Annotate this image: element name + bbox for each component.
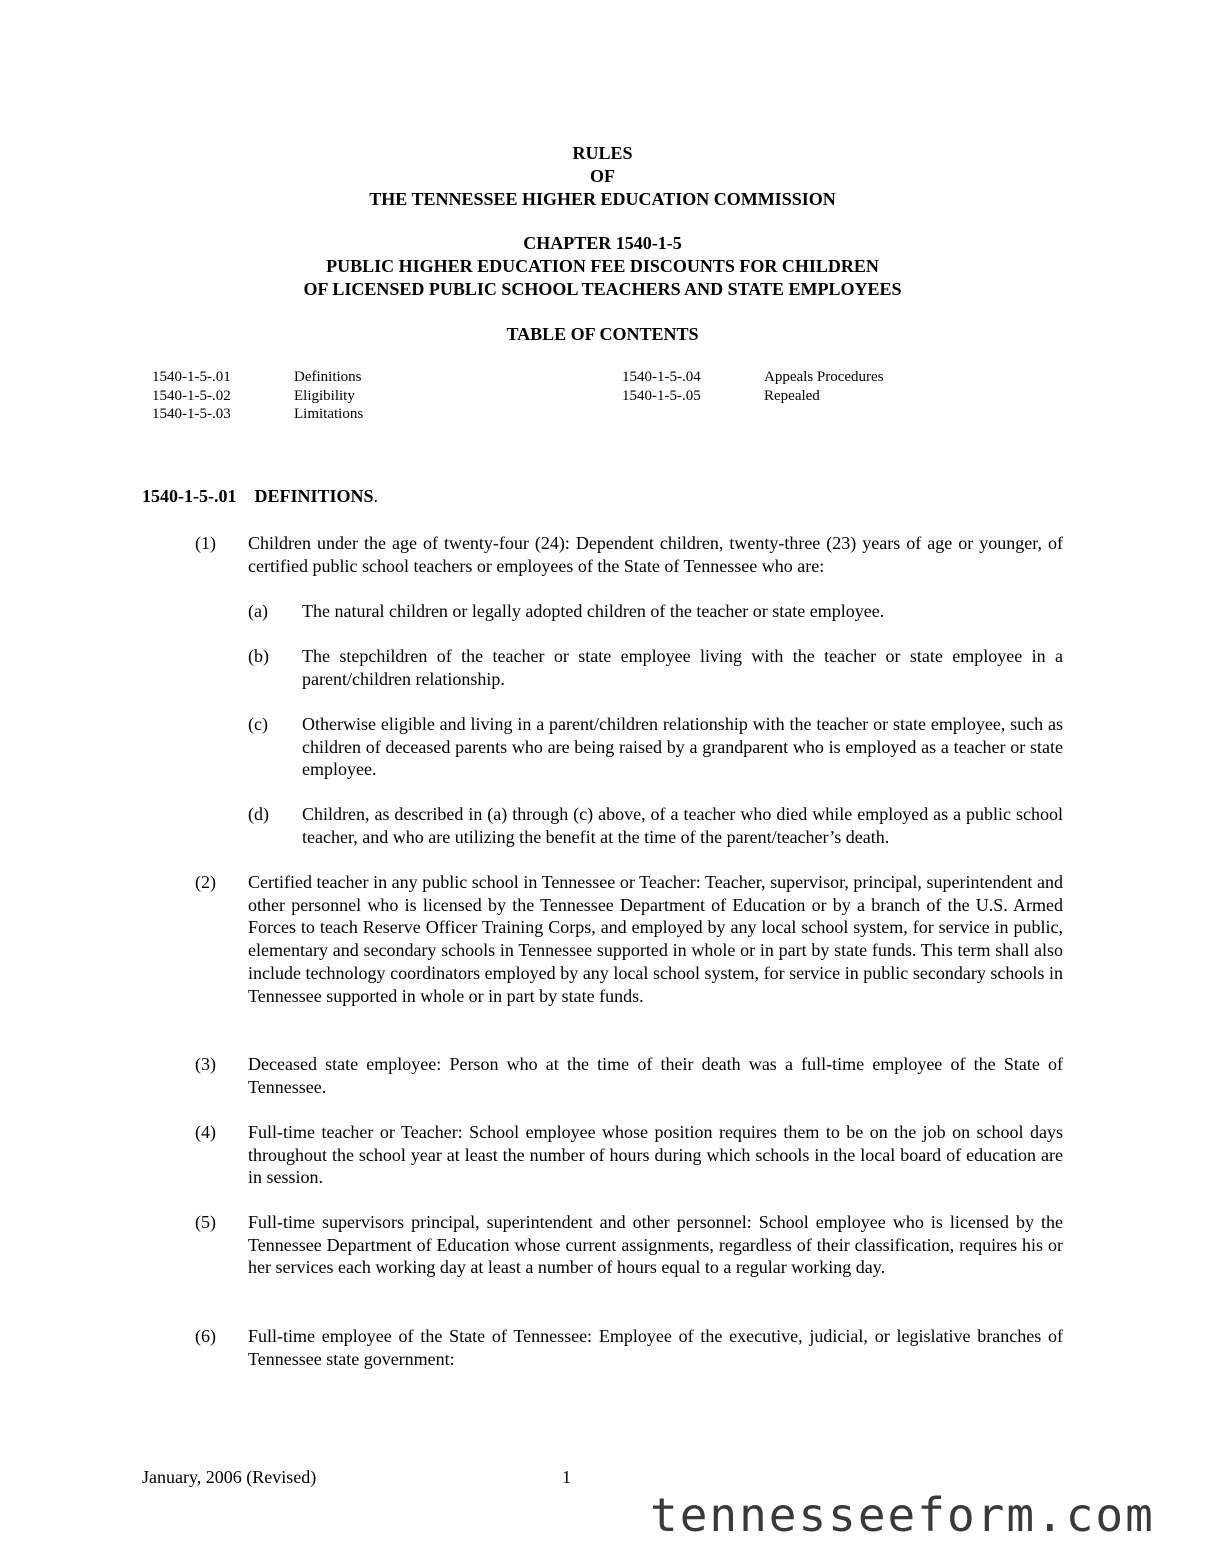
item-label: (a) bbox=[248, 601, 268, 621]
definition-item bbox=[195, 532, 1063, 577]
item-label: (d) bbox=[248, 804, 269, 824]
toc-row bbox=[152, 405, 363, 424]
section-heading bbox=[142, 486, 378, 507]
item-text: The stepchildren of the teacher or state employee living with the teacher or state employee in a parent/children relationship. bbox=[302, 646, 1063, 689]
toc-row bbox=[152, 368, 363, 387]
section-title: DEFINITIONS bbox=[254, 486, 374, 506]
toc-title: TABLE OF CONTENTS bbox=[506, 324, 699, 344]
footer-date: January, 2006 (Revised) bbox=[142, 1467, 317, 1487]
item-text: The natural children or legally adopted children of the teacher or state employee. bbox=[302, 601, 885, 621]
definition-subitem bbox=[248, 803, 1063, 848]
toc-label: Appeals Procedures bbox=[764, 369, 884, 385]
toc-num: 1540-1-5-.02 bbox=[152, 387, 231, 404]
item-label: (2) bbox=[195, 872, 216, 892]
item-text: Children under the age of twenty-four (24): Dependent children, twenty-three (23) years of age or younger, of certified public school teachers or employees of the State of Tennessee who are: bbox=[248, 533, 1063, 576]
item-label: (b) bbox=[248, 646, 269, 666]
chapter-header bbox=[0, 232, 1205, 301]
toc-label: Repealed bbox=[764, 387, 820, 404]
toc-row bbox=[152, 387, 363, 406]
definition-subitem bbox=[248, 645, 1063, 690]
item-text: Children, as described in (a) through (c) above, of a teacher who died while employed as a public school teacher, and who are utilizing the benefit at the time of the parent/teacher’s death. bbox=[302, 804, 1063, 847]
item-label: (5) bbox=[195, 1212, 216, 1232]
definition-item bbox=[195, 1053, 1063, 1098]
item-label: (1) bbox=[195, 533, 216, 553]
item-text: Full-time employee of the State of Tennessee: Employee of the executive, judicial, or legislative branches of Tennessee state government: bbox=[248, 1326, 1063, 1369]
toc-row bbox=[622, 368, 884, 387]
section-number: 1540-1-5-.01 bbox=[142, 486, 237, 506]
watermark: tennesseeform.com bbox=[650, 1488, 1155, 1542]
item-text: Full-time supervisors principal, superintendent and other personnel: School employee who is licensed by the Tennessee Department of Education whose current assignments, regardless of their classification, requires his or her services each working day at least a number of hours equal to a regular working day. bbox=[248, 1212, 1063, 1278]
item-text: Certified teacher in any public school in Tennessee or Teacher: Teacher, supervisor, principal, superintendent and other personnel who is licensed by the Tennessee Department of Education or by a branch of the U.S. Armed Forces to teach Reserve Officer Training Corps, and employed by any local school system, for service in public, elementary and secondary schools in Tennessee supported in whole or in part by state funds. This term shall also include technology coordinators employed by any local school system, for service in public secondary schools in Tennessee supported in whole or in part by state funds. bbox=[248, 872, 1063, 1006]
toc-left-column bbox=[152, 368, 363, 424]
section-title-period: . bbox=[373, 486, 379, 506]
header-line-commission: THE TENNESSEE HIGHER EDUCATION COMMISSION bbox=[369, 189, 836, 209]
doc-header bbox=[0, 142, 1205, 211]
item-label: (6) bbox=[195, 1326, 216, 1346]
footer-page-number: 1 bbox=[562, 1467, 571, 1487]
toc-label: Definitions bbox=[294, 369, 362, 385]
toc-num: 1540-1-5-.03 bbox=[152, 406, 231, 422]
toc-right-column bbox=[622, 368, 884, 405]
toc-label: Limitations bbox=[294, 406, 364, 422]
chapter-title-line2: OF LICENSED PUBLIC SCHOOL TEACHERS AND STATE EMPLOYEES bbox=[303, 279, 902, 299]
toc-num: 1540-1-5-.05 bbox=[622, 387, 701, 404]
chapter-title-line1: PUBLIC HIGHER EDUCATION FEE DISCOUNTS FOR CHILDREN bbox=[326, 256, 879, 276]
definition-subitem bbox=[248, 600, 1063, 623]
item-label: (3) bbox=[195, 1054, 216, 1074]
header-line-rules: RULES bbox=[572, 143, 633, 163]
definition-item bbox=[195, 1121, 1063, 1189]
item-label: (4) bbox=[195, 1122, 216, 1142]
chapter-number: CHAPTER 1540-1-5 bbox=[523, 233, 682, 253]
header-line-of: OF bbox=[590, 166, 615, 186]
toc-row bbox=[622, 387, 884, 406]
definition-item bbox=[195, 1325, 1063, 1370]
toc-num: 1540-1-5-.04 bbox=[622, 369, 701, 385]
item-text: Otherwise eligible and living in a parent/children relationship with the teacher or state employee, such as children of deceased parents who are being raised by a grandparent who is employed as a teacher or state employee. bbox=[302, 714, 1063, 780]
item-text: Full-time teacher or Teacher: School employee whose position requires them to be on the job on school days throughout the school year at least the number of hours during which schools in the local board of education are in session. bbox=[248, 1122, 1063, 1188]
item-label: (c) bbox=[248, 714, 268, 734]
toc-label: Eligibility bbox=[294, 387, 355, 404]
item-text: Deceased state employee: Person who at the time of their death was a full-time employee of the State of Tennessee. bbox=[248, 1054, 1063, 1097]
toc-num: 1540-1-5-.01 bbox=[152, 369, 231, 385]
definition-item bbox=[195, 871, 1063, 1007]
definition-subitem bbox=[248, 713, 1063, 781]
definition-item bbox=[195, 1211, 1063, 1279]
